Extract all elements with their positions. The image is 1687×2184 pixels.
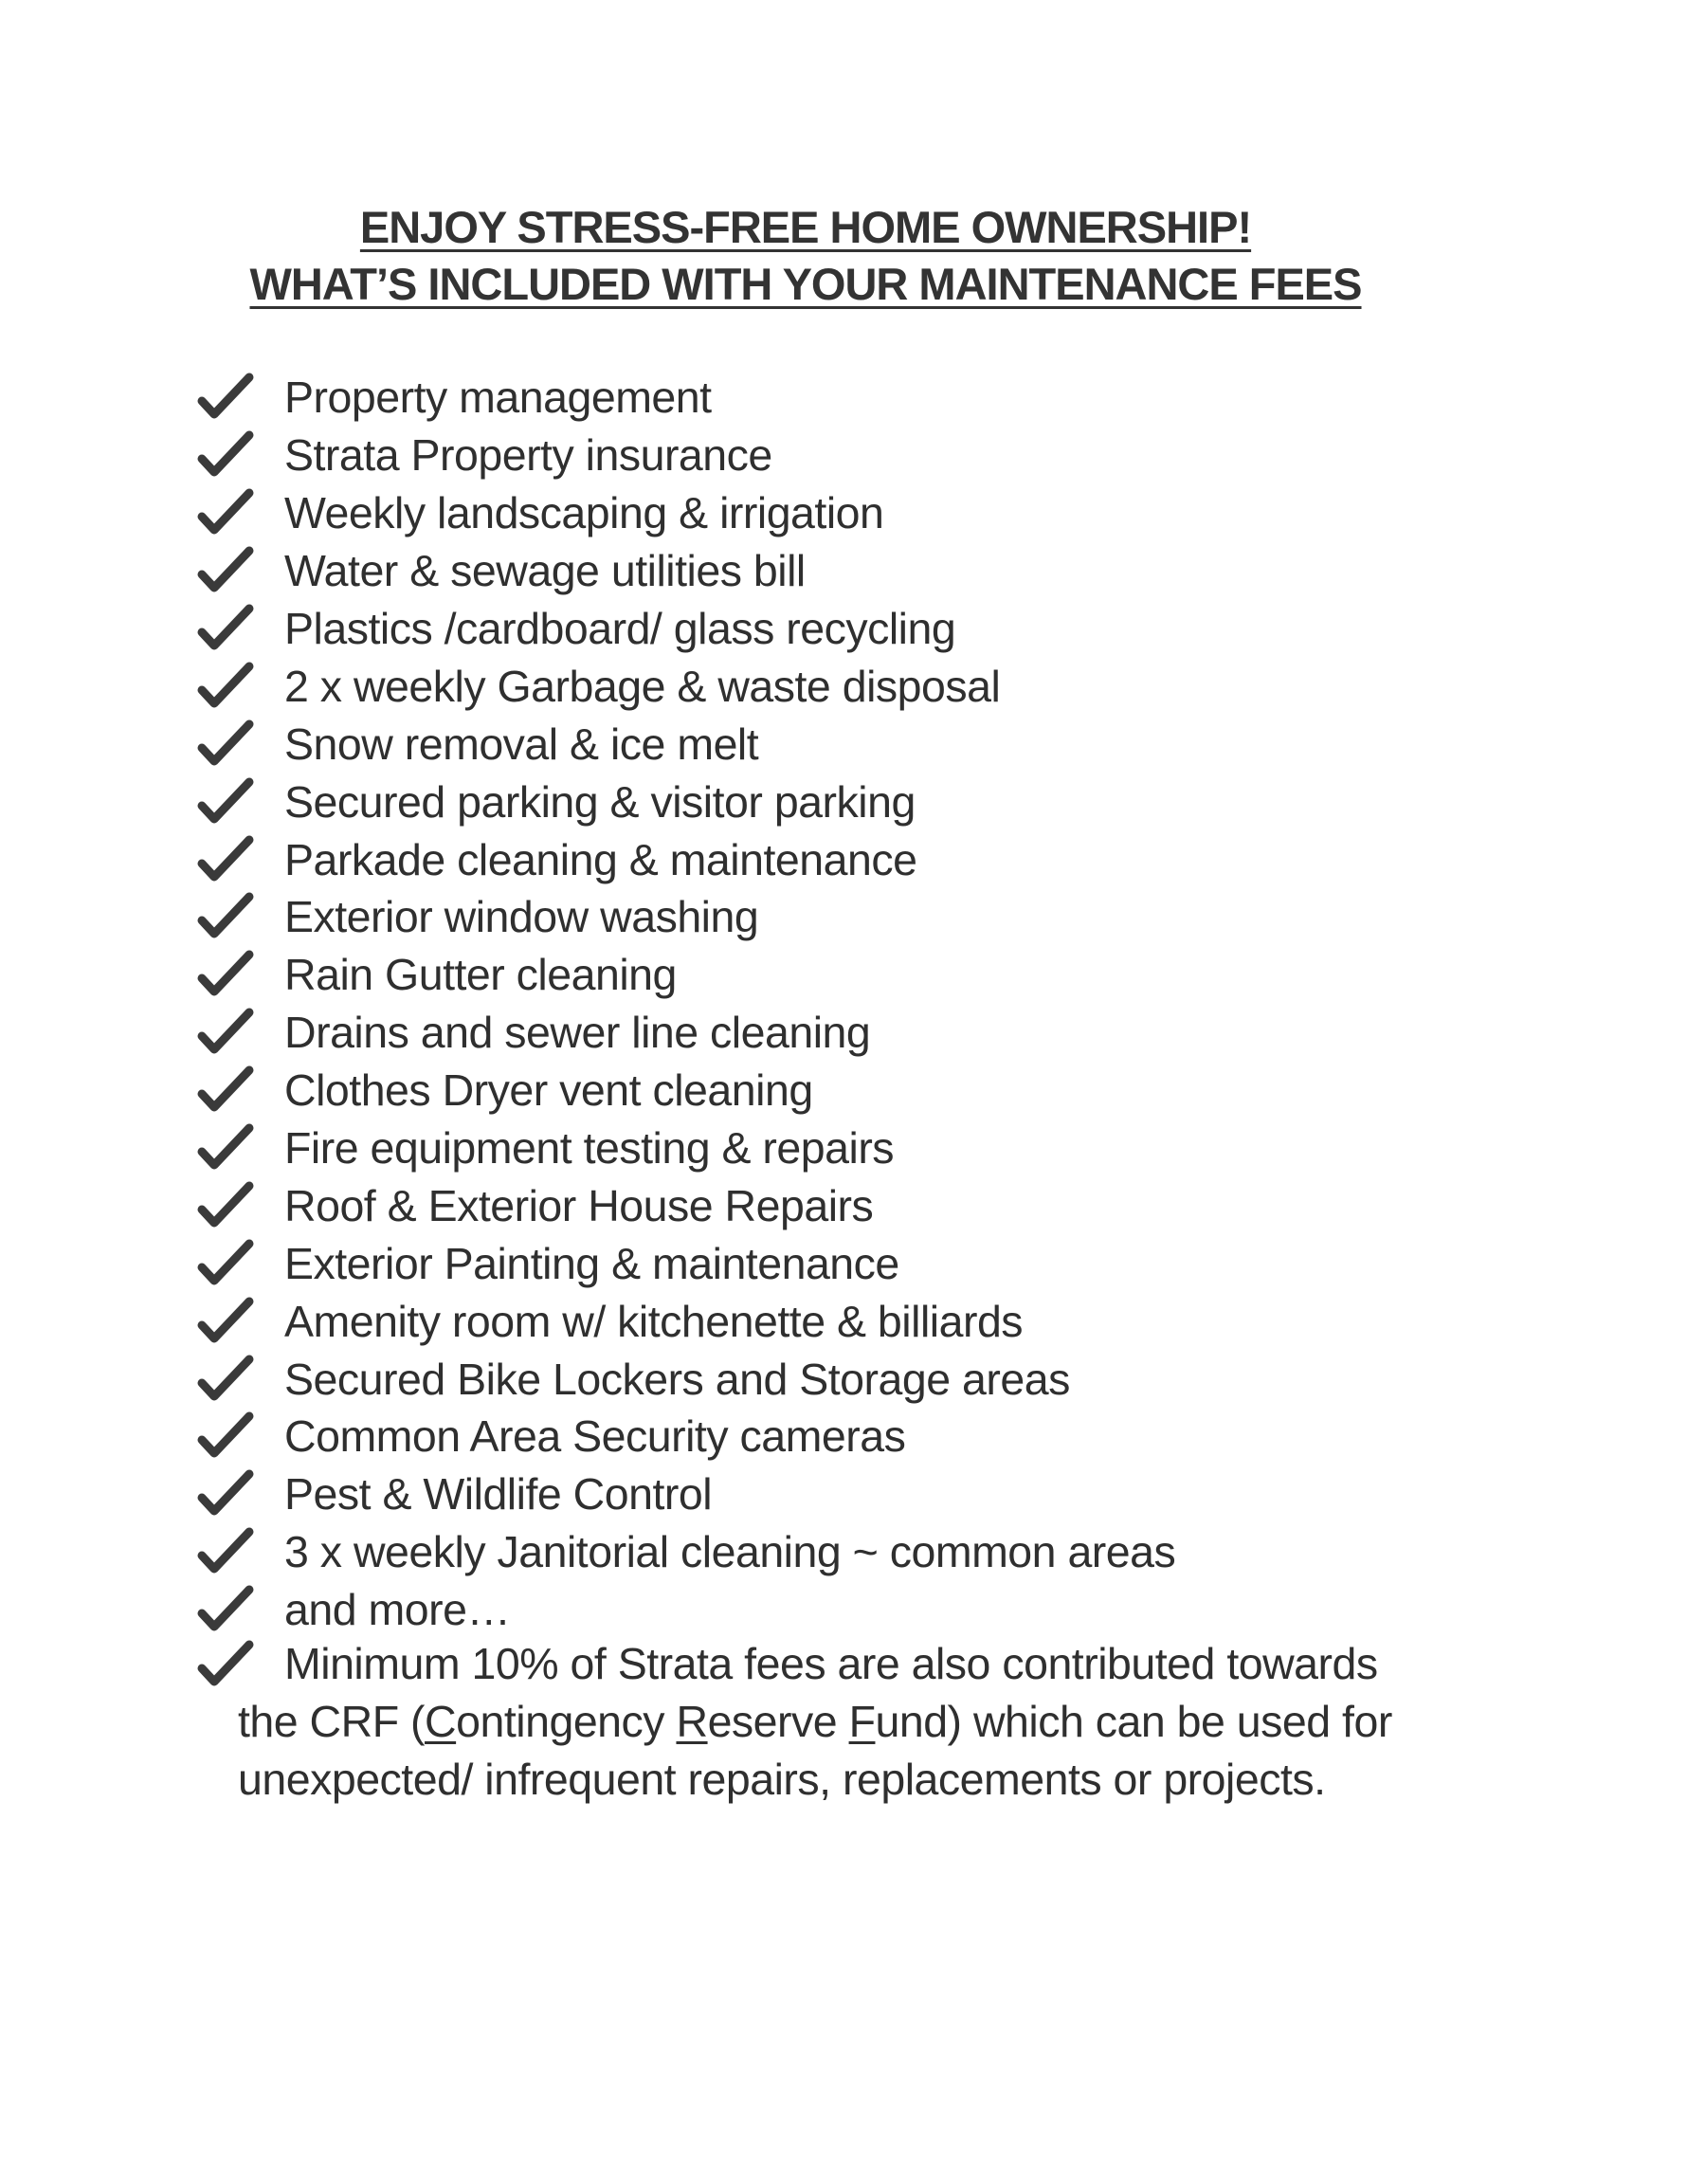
list-item [197,1465,1175,1523]
check-mark-icon [197,662,254,711]
list-item-label: Property management [284,373,712,423]
crf-note-line-3: unexpected/ infrequent repairs, replacements or projects. [238,1755,1326,1804]
check-mark-icon [197,1411,254,1461]
list-item-label: Drains and sewer line cleaning [284,1008,871,1058]
list-item [197,600,1175,658]
check-mark-icon [197,719,254,769]
list-item-label: Rain Gutter cleaning [284,950,677,1000]
list-item [197,946,1175,1004]
list-item-label: and more… [284,1585,511,1635]
check-mark-icon [197,1585,254,1634]
check-mark-icon [197,373,254,422]
list-item-label: Exterior window washing [284,892,759,942]
crf-note-first-line [197,1635,1392,1693]
list-item-label: Amenity room w/ kitchenette & billiards [284,1296,1024,1346]
list-item-label: Parkade cleaning & maintenance [284,834,917,884]
check-mark-icon [197,950,254,999]
check-mark-icon [197,1297,254,1346]
page-title: ENJOY STRESS-FREE HOME OWNERSHIP! [359,202,1252,252]
crf-note [197,1635,1392,1809]
list-item [197,773,1175,830]
check-mark-icon [197,1123,254,1173]
check-mark-icon [197,604,254,653]
crf-note-line-2: the CRF (Contingency Reserve Fund) which can be used for [238,1697,1392,1746]
list-item [197,1176,1175,1234]
list-item-label: Roof & Exterior House Repairs [284,1180,874,1230]
list-item-label: 2 x weekly Garbage & waste disposal [284,661,1001,711]
check-mark-icon [197,488,254,537]
list-item-label: Snow removal & ice melt [284,719,759,769]
list-item [197,1292,1175,1350]
check-mark-icon [197,1469,254,1519]
list-item-label: 3 x weekly Janitorial cleaning ~ common areas [284,1527,1176,1577]
list-item-label: Secured parking & visitor parking [284,776,916,827]
list-item-label: Water & sewage utilities bill [284,546,806,596]
list-item-label: Secured Bike Lockers and Storage areas [284,1354,1070,1404]
list-item [197,1581,1175,1639]
list-item [197,888,1175,946]
check-mark-icon [197,1181,254,1230]
list-item [197,1350,1175,1408]
list-item [197,369,1175,427]
check-mark-icon [197,1527,254,1576]
list-item-label: Strata Property insurance [284,430,772,481]
list-item-label: Pest & Wildlife Control [284,1469,713,1520]
crf-letter-r: R [676,1697,708,1746]
list-item [197,657,1175,715]
list-item-label: Plastics /cardboard/ glass recycling [284,604,956,653]
check-mark-icon [197,430,254,480]
crf-letter-f: F [848,1697,876,1746]
list-item-label: Weekly landscaping & irrigation [284,488,884,538]
list-item-label: Exterior Painting & maintenance [284,1238,899,1288]
list-item [197,1408,1175,1465]
check-mark-icon [197,546,254,595]
list-item-label: Fire equipment testing & repairs [284,1123,895,1174]
included-services-list [197,369,1175,1639]
check-mark-icon [197,777,254,827]
list-item [197,1062,1175,1119]
list-item-label: Common Area Security cameras [284,1411,906,1462]
list-item [197,484,1175,542]
list-item [197,1234,1175,1292]
crf-note-line-1: Minimum 10% of Strata fees are also contributed towards [284,1639,1378,1688]
list-item [197,715,1175,773]
check-mark-icon [197,1008,254,1057]
check-mark-icon [197,1239,254,1288]
list-item [197,542,1175,600]
list-item [197,1004,1175,1062]
list-item [197,1523,1175,1581]
page-subtitle: WHAT’S INCLUDED WITH YOUR MAINTENANCE FEES [249,259,1362,309]
list-item-label: Clothes Dryer vent cleaning [284,1065,813,1116]
check-mark-icon [197,835,254,884]
check-mark-icon [197,1640,254,1689]
list-item [197,830,1175,888]
list-item [197,427,1175,484]
check-mark-icon [197,1065,254,1115]
check-mark-icon [197,892,254,941]
crf-letter-c: C [425,1697,457,1746]
list-item [197,1119,1175,1177]
check-mark-icon [197,1355,254,1404]
